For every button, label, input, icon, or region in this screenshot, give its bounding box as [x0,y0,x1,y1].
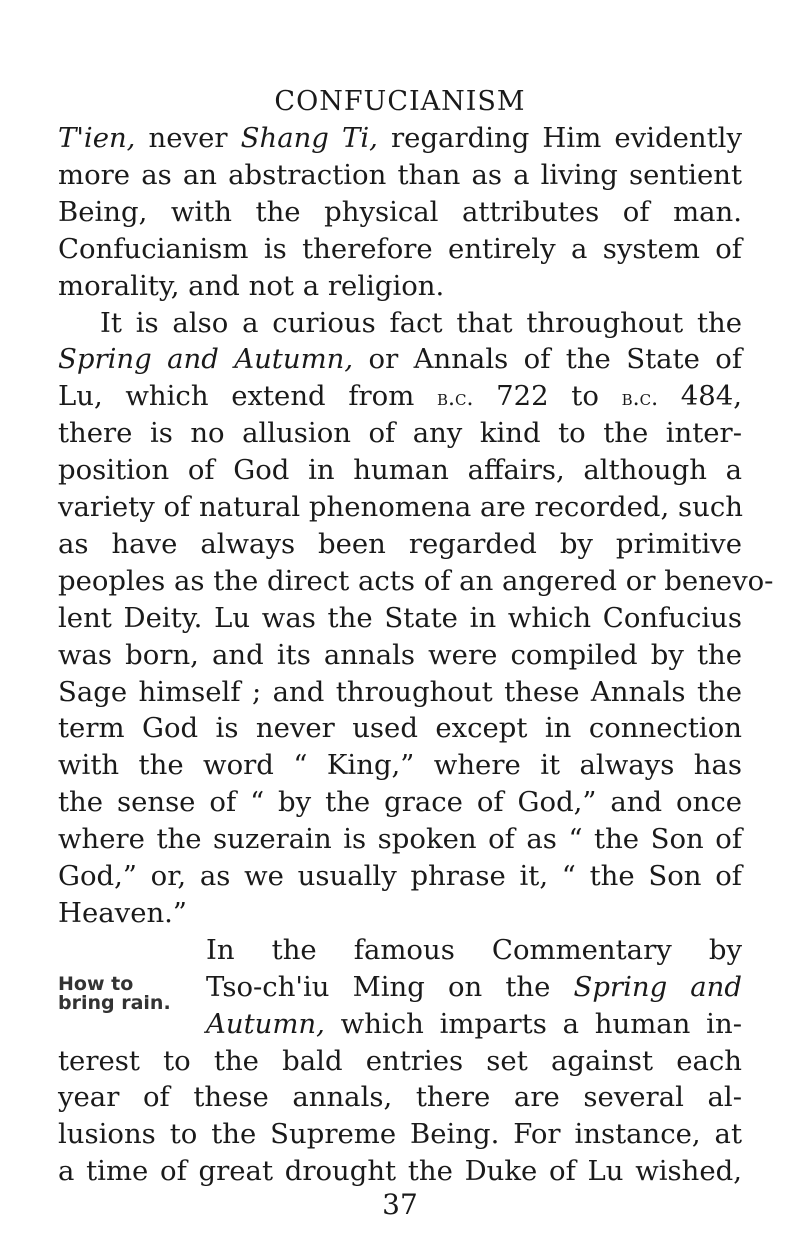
italic-term: Shang Ti, [240,122,378,154]
text-run: 722 to [473,380,622,413]
text-line [58,341,742,378]
text-line: peoples as the direct acts of an angered or benevo- [58,564,774,597]
text-line: morality, and not a religion. [58,269,445,302]
text-run: 484, [658,380,742,413]
text-line: there is no allusion of any kind to the inter- [58,417,742,450]
text-line: Being, with the physical attributes of man. [58,195,742,228]
text-line: Heaven.” [58,896,187,929]
text-line: a time of great drought the Duke of Lu wished, [58,1155,742,1188]
text-line [58,378,742,418]
text-line: where the suzerain is spoken of as “ the Son of [58,823,742,856]
text-line: was born, and its annals were compiled by the [58,638,742,671]
text-line: It is also a curious fact that throughout the [100,306,742,339]
text-run: never [135,122,241,154]
text-line: lent Deity. Lu was the State in which Confucius [58,601,742,634]
italic-term: Autumn, [206,1007,325,1040]
text-line: as have always been regarded by primitive [58,527,742,560]
text-line [206,1006,742,1043]
text-line: God,” or, as we usually phrase it, “ the Son of [58,860,742,892]
text-line: year of these annals, there are several al- [58,1081,742,1114]
text-run: which imparts a human in- [324,1007,742,1040]
text-run: or Annals of the State of [353,343,742,376]
text-line: term God is never used except in connection [58,712,742,745]
page-number: 37 [382,1188,418,1222]
text-line: more as an abstraction than as a living sentient [58,158,742,191]
era-abbreviation: b.c. [436,386,474,412]
margin-note-line: How to [58,972,134,995]
text-line: position of God in human affairs, although a [58,454,742,487]
era-abbreviation: b.c. [621,386,659,412]
text-run: Lu, which extend from [58,380,437,413]
text-line: In the famous Commentary by [206,933,742,966]
text-run: regarding Him evidently [377,122,742,154]
margin-note [58,972,171,1014]
text-line: Confucianism is therefore entirely a system of [58,232,742,265]
text-line: variety of natural phenomena are recorded, such [58,491,743,523]
text-line: terest to the bald entries set against each [58,1044,742,1077]
text-line [58,120,742,157]
text-line [206,969,742,1006]
text-line: with the word “ King,” where it always has [58,749,742,782]
text-line: lusions to the Supreme Being. For instance, at [58,1118,742,1151]
italic-term: Spring and [573,970,742,1003]
text-run: Tso-ch'iu Ming on the [206,970,574,1003]
running-head: CONFUCIANISM [274,86,526,117]
text-line: the sense of “ by the grace of God,” and once [58,786,742,819]
italic-term: T'ien, [58,122,136,154]
italic-term: Spring and Autumn, [58,343,354,376]
margin-note-line: bring rain. [58,991,171,1014]
text-line: Sage himself ; and throughout these Annals the [58,675,742,708]
